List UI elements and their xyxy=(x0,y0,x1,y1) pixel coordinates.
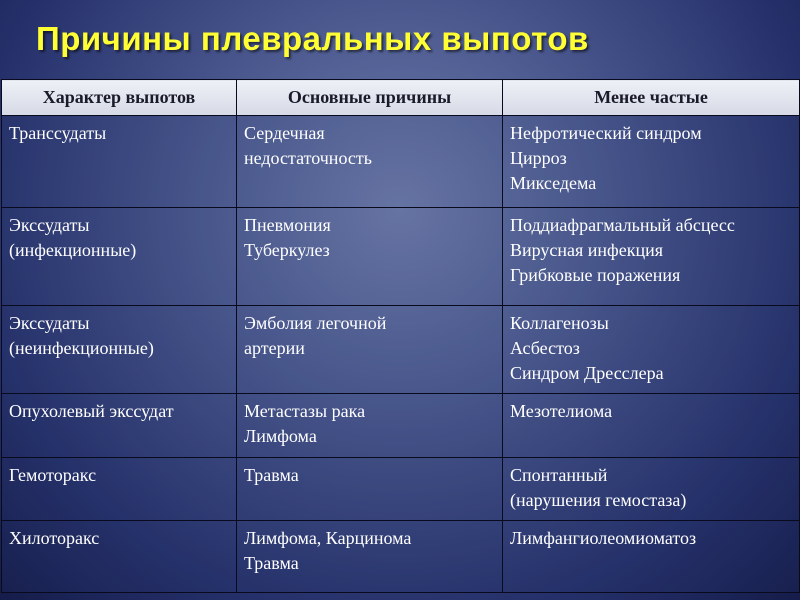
pleural-effusion-causes-table xyxy=(1,79,800,593)
cell-line: Эмболия легочной xyxy=(244,313,387,333)
cell-effusion-type xyxy=(2,394,237,458)
cell-effusion-type xyxy=(2,521,237,593)
cell-main-causes xyxy=(237,208,503,306)
cell-line: Асбестоз xyxy=(510,338,580,358)
header-main-causes: Основные причины xyxy=(237,80,503,116)
cell-line: Пневмония xyxy=(244,215,331,235)
table-row xyxy=(2,116,800,208)
cell-less-common xyxy=(503,116,800,208)
cell-effusion-type xyxy=(2,116,237,208)
cell-main-causes xyxy=(237,306,503,394)
cell-effusion-type xyxy=(2,458,237,521)
table-row xyxy=(2,458,800,521)
cell-line: Нефротический синдром xyxy=(510,123,702,143)
cell-line: (инфекционные) xyxy=(9,240,137,260)
cell-line: Туберкулез xyxy=(244,240,330,260)
cell-line: Метастазы рака xyxy=(244,401,366,421)
cell-line: Микседема xyxy=(510,173,597,193)
table-header-row xyxy=(2,80,800,116)
cell-less-common xyxy=(503,394,800,458)
cell-main-causes xyxy=(237,394,503,458)
cell-main-causes xyxy=(237,458,503,521)
cell-less-common xyxy=(503,521,800,593)
cell-line: Лимфома xyxy=(244,426,317,446)
cell-line: Грибковые поражения xyxy=(510,265,681,285)
cell-line: Синдром Дресслера xyxy=(510,363,664,383)
cell-line: Сердечная xyxy=(244,123,325,143)
cell-line: Цирроз xyxy=(510,148,567,168)
cell-line: Вирусная инфекция xyxy=(510,240,663,260)
cell-line: Экссудаты xyxy=(9,313,90,333)
cell-line: артерии xyxy=(244,338,305,358)
table-row xyxy=(2,521,800,593)
cell-effusion-type xyxy=(2,306,237,394)
cell-line: Спонтанный xyxy=(510,465,608,485)
table-row xyxy=(2,208,800,306)
cell-line: недостаточность xyxy=(244,148,372,168)
cell-line: Лимфома, Карцинома xyxy=(244,528,412,548)
cell-line: Мезотелиома xyxy=(510,401,613,421)
cell-less-common xyxy=(503,306,800,394)
table-row xyxy=(2,394,800,458)
cell-line: Транссудаты xyxy=(9,123,107,143)
cell-less-common xyxy=(503,208,800,306)
cell-line: Травма xyxy=(244,465,299,485)
slide-title: Причины плевральных выпотов xyxy=(36,20,589,57)
header-effusion-type: Характер выпотов xyxy=(2,80,237,116)
cell-line: Экссудаты xyxy=(9,215,90,235)
cell-line: Поддиафрагмальный абсцесс xyxy=(510,215,735,235)
cell-line: (неинфекционные) xyxy=(9,338,154,358)
cell-effusion-type xyxy=(2,208,237,306)
cell-main-causes xyxy=(237,521,503,593)
table-row xyxy=(2,306,800,394)
cell-line: Гемоторакс xyxy=(9,465,97,485)
cell-line: Травма xyxy=(244,553,299,573)
cell-line: Опухолевый экссудат xyxy=(9,401,174,421)
header-less-common: Менее частые xyxy=(503,80,800,116)
cell-main-causes xyxy=(237,116,503,208)
cell-line: (нарушения гемостаза) xyxy=(510,490,687,510)
cell-line: Коллагенозы xyxy=(510,313,609,333)
cell-line: Хилоторакс xyxy=(9,528,100,548)
cell-less-common xyxy=(503,458,800,521)
cell-line: Лимфангиолеомиоматоз xyxy=(510,528,697,548)
